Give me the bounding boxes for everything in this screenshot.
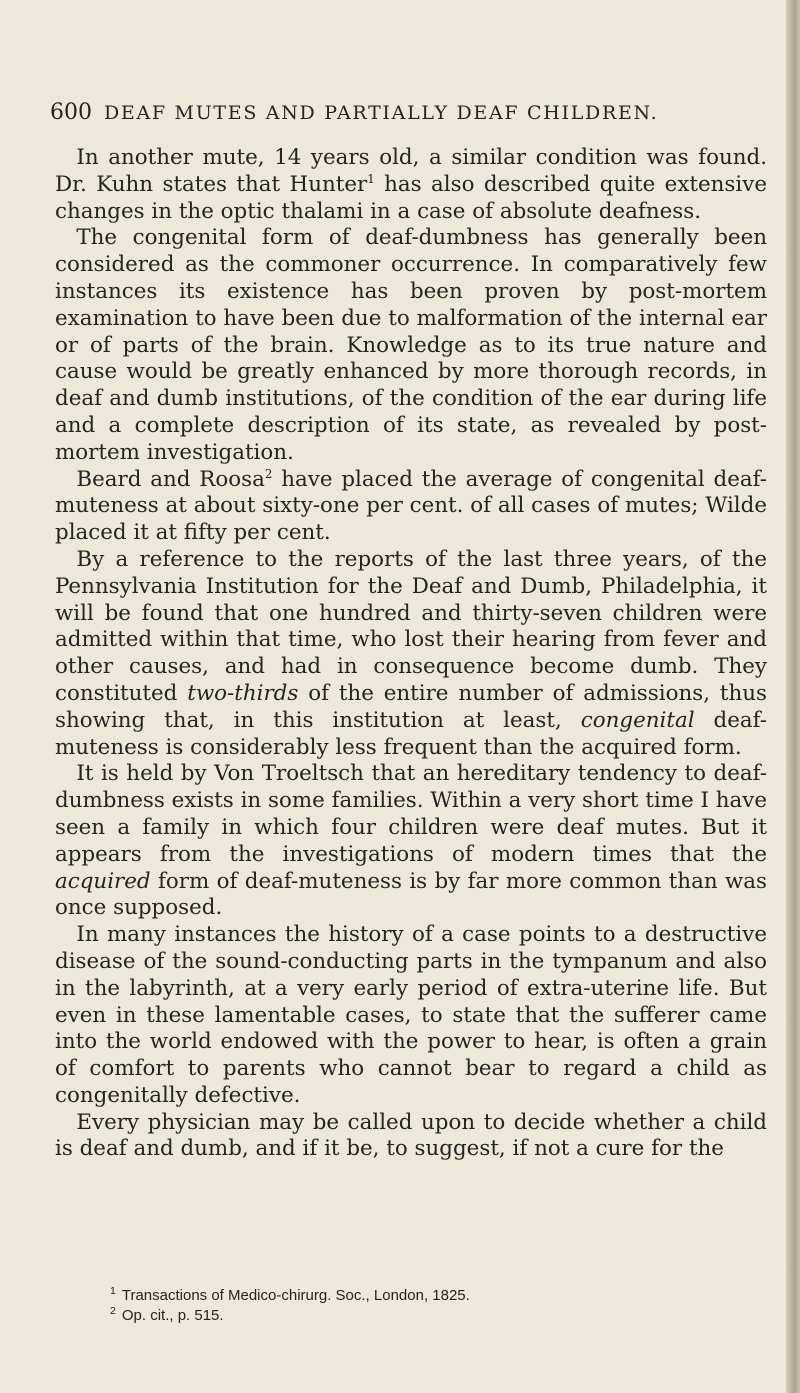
footnote-2 <box>110 1306 750 1326</box>
footnote-2-text: Op. cit., p. 515. <box>121 1307 224 1324</box>
running-title: DEAF MUTES AND PARTIALLY DEAF CHILDREN. <box>104 102 659 124</box>
paragraph-4-text-cont: of the entire number of admissions, thus showing that, in this institution at least, <box>55 680 767 733</box>
paragraph-5 <box>55 761 767 922</box>
paragraph-4-text: By a reference to the reports of the last three years, of the Pennsylvania Institution for the Deaf and Dumb, Philadelphia, it will be found that one hundred and thirty-seven children were admitted within that time, who lost their hearing from fever and other causes, and had in consequence become dumb. They constituted <box>55 546 767 706</box>
footnote-1 <box>110 1286 750 1306</box>
paragraph-3-text: Beard and Roosa <box>76 466 265 492</box>
emphasis-congenital: congenital <box>580 707 695 733</box>
footnote-2-mark: 2 <box>110 1305 116 1317</box>
footnote-1-text: Transactions of Medico-chirurg. Soc., London, 1825. <box>121 1287 470 1304</box>
emphasis-two-thirds: two-thirds <box>187 680 299 706</box>
paragraph-3-text-cont: have placed the average of congenital deaf-muteness at about sixty-one per cent. of all cases of mutes; Wilde placed it at fifty per cent. <box>55 466 767 546</box>
page-number: 600 <box>50 100 92 125</box>
paragraph-5-text: It is held by Von Troeltsch that an hereditary tendency to deaf-dumbness exists in some families. Within a very short time I have seen a family in which four children were deaf mutes. But it appears from the investigations of modern times that the <box>55 761 767 867</box>
paragraph-2: The congenital form of deaf-dumbness has generally been considered as the commoner occurrence. In comparatively few instances its existence has been proven by post-mortem examination to have been due to malformation of the internal ear or of parts of the brain. Knowledge as to its true nature and cause would be greatly enhanced by more thorough records, in deaf and dumb institutions, of the condition of the ear during life and a complete description of its state, as revealed by post-mortem investigation. <box>55 225 767 465</box>
paragraph-1-text-cont: has also described quite extensive changes in the optic thalami in a case of absolute deafness. <box>55 171 767 224</box>
footnote-ref-1: 1 <box>367 171 375 186</box>
footnotes <box>110 1286 750 1326</box>
paragraph-1 <box>55 145 767 225</box>
paragraph-3 <box>55 467 767 547</box>
paragraph-4-text-end: deaf-muteness is considerably less frequent than the acquired form. <box>55 707 767 760</box>
paragraph-7: Every physician may be called upon to decide whether a child is deaf and dumb, and if it be, to suggest, if not a cure for the <box>55 1109 767 1162</box>
paragraph-6: In many instances the history of a case points to a destructive disease of the sound-conducting parts in the tympanum and also in the labyrinth, at a very early period of extra-uterine life. But even in these lamentable cases, to state that the sufferer came into the world endowed with the power to hear, is often a grain of comfort to parents who cannot bear to regard a child as congenitally defective. <box>55 922 767 1108</box>
emphasis-acquired: acquired <box>55 868 151 894</box>
running-header <box>50 100 750 130</box>
footnote-ref-2: 2 <box>264 466 273 481</box>
body-text <box>55 145 767 1163</box>
paragraph-1-text: In another mute, 14 years old, a similar condition was found. Dr. Kuhn states that Hunter <box>55 145 767 197</box>
footnote-1-mark: 1 <box>110 1285 116 1297</box>
page-edge-shadow <box>786 0 800 1393</box>
paragraph-4 <box>55 547 767 761</box>
paragraph-5-text-cont: form of deaf-muteness is by far more common than was once supposed. <box>55 868 767 921</box>
